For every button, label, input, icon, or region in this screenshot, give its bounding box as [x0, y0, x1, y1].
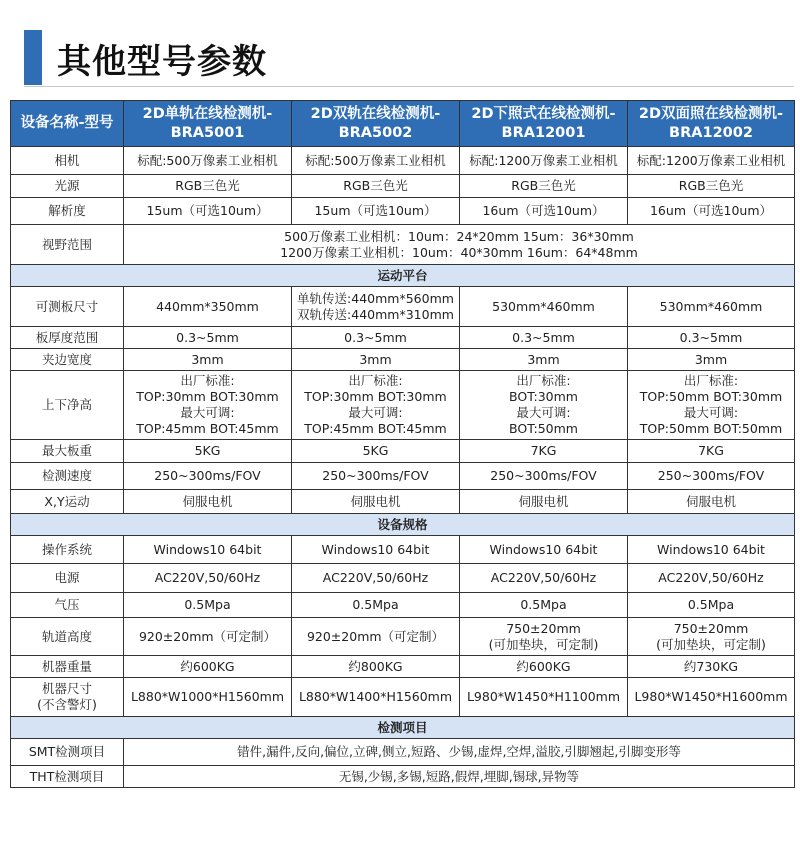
cell: 0.5Mpa: [292, 593, 460, 618]
cell: 标配:1200万像素工业相机: [628, 147, 795, 175]
table-row: [11, 656, 795, 678]
row-label: 机器尺寸 (不含警灯): [11, 678, 124, 717]
cell: 约730KG: [628, 656, 795, 678]
page-title: 其他型号参数: [57, 42, 267, 82]
section-row: [11, 514, 795, 536]
table-row: [11, 147, 795, 175]
row-label: 可测板尺寸: [11, 287, 124, 327]
table-row: [11, 678, 795, 717]
table-row: [11, 198, 795, 225]
fov-value: 500万像素工业相机：10um：24*20mm 15um：36*30mm 1200万像素工业相机：10um：40*30mm 16um：64*48mm: [124, 225, 795, 265]
row-label: 相机: [11, 147, 124, 175]
cell: 3mm: [292, 349, 460, 371]
cell: 出厂标准: TOP:30mm BOT:30mm 最大可调: TOP:45mm BOT:45mm: [124, 371, 292, 440]
cell: 530mm*460mm: [460, 287, 628, 327]
cell: Windows10 64bit: [292, 536, 460, 564]
row-label: 操作系统: [11, 536, 124, 564]
cell: 250~300ms/FOV: [124, 463, 292, 490]
table-row: [11, 327, 795, 349]
cell: 16um（可选10um）: [628, 198, 795, 225]
cell: 3mm: [628, 349, 795, 371]
table-row: [11, 618, 795, 656]
table-row: [11, 371, 795, 440]
table-row: [11, 593, 795, 618]
cell: AC220V,50/60Hz: [460, 564, 628, 593]
row-label: 解析度: [11, 198, 124, 225]
row-label: THT检测项目: [11, 766, 124, 788]
table-row: [11, 225, 795, 265]
table-row: [11, 536, 795, 564]
header-model: 2D双轨在线检测机- BRA5002: [292, 101, 460, 147]
cell: 伺服电机: [460, 490, 628, 514]
table-row: [11, 287, 795, 327]
cell: 750±20mm (可加垫块，可定制): [460, 618, 628, 656]
row-label: SMT检测项目: [11, 739, 124, 766]
cell: 920±20mm（可定制）: [292, 618, 460, 656]
cell: 250~300ms/FOV: [292, 463, 460, 490]
cell: 3mm: [460, 349, 628, 371]
section-row: [11, 717, 795, 739]
cell: 15um（可选10um）: [124, 198, 292, 225]
cell: 0.5Mpa: [628, 593, 795, 618]
row-label: 机器重量: [11, 656, 124, 678]
cell: RGB三色光: [628, 175, 795, 198]
table-row: [11, 175, 795, 198]
title-divider: [24, 86, 794, 87]
cell: 出厂标准: BOT:30mm 最大可调: BOT:50mm: [460, 371, 628, 440]
cell: 约600KG: [460, 656, 628, 678]
row-label: 上下净高: [11, 371, 124, 440]
cell: 伺服电机: [124, 490, 292, 514]
cell: AC220V,50/60Hz: [292, 564, 460, 593]
cell: 0.3~5mm: [628, 327, 795, 349]
cell: 0.5Mpa: [124, 593, 292, 618]
cell: RGB三色光: [292, 175, 460, 198]
cell: L980*W1450*H1600mm: [628, 678, 795, 717]
header-model: 2D双面照在线检测机- BRA12002: [628, 101, 795, 147]
table-row: [11, 766, 795, 788]
cell: 0.5Mpa: [460, 593, 628, 618]
cell: 0.3~5mm: [124, 327, 292, 349]
cell: 出厂标准: TOP:50mm BOT:30mm 最大可调: TOP:50mm BOT:50mm: [628, 371, 795, 440]
cell: 无锡,少锡,多锡,短路,假焊,埋脚,锡球,异物等: [124, 766, 795, 788]
row-label: 轨道高度: [11, 618, 124, 656]
cell: 约800KG: [292, 656, 460, 678]
cell: AC220V,50/60Hz: [124, 564, 292, 593]
cell: 750±20mm (可加垫块，可定制): [628, 618, 795, 656]
row-label: 最大板重: [11, 440, 124, 463]
cell: 伺服电机: [292, 490, 460, 514]
cell: 250~300ms/FOV: [628, 463, 795, 490]
cell: 错件,漏件,反向,偏位,立碑,侧立,短路、少锡,虚焊,空焊,溢胶,引脚翘起,引脚变形等: [124, 739, 795, 766]
cell: L980*W1450*H1100mm: [460, 678, 628, 717]
row-label: 检测速度: [11, 463, 124, 490]
row-label: X,Y运动: [11, 490, 124, 514]
cell: 16um（可选10um）: [460, 198, 628, 225]
section-title-spec: 设备规格: [11, 514, 795, 536]
cell: 0.3~5mm: [292, 327, 460, 349]
section-row: [11, 265, 795, 287]
cell: 标配:1200万像素工业相机: [460, 147, 628, 175]
spec-table: [10, 100, 795, 788]
cell: 7KG: [460, 440, 628, 463]
row-label: 电源: [11, 564, 124, 593]
section-title-motion: 运动平台: [11, 265, 795, 287]
cell: Windows10 64bit: [628, 536, 795, 564]
cell: 标配:500万像素工业相机: [124, 147, 292, 175]
cell: L880*W1000*H1560mm: [124, 678, 292, 717]
row-label: 气压: [11, 593, 124, 618]
cell: 7KG: [628, 440, 795, 463]
table-row: [11, 564, 795, 593]
header-row: [11, 101, 795, 147]
cell: 3mm: [124, 349, 292, 371]
cell: 530mm*460mm: [628, 287, 795, 327]
table-row: [11, 463, 795, 490]
row-label: 夹边宽度: [11, 349, 124, 371]
header-model: 2D下照式在线检测机- BRA12001: [460, 101, 628, 147]
cell: 标配:500万像素工业相机: [292, 147, 460, 175]
header-model: 2D单轨在线检测机- BRA5001: [124, 101, 292, 147]
cell: RGB三色光: [124, 175, 292, 198]
cell: L880*W1400*H1560mm: [292, 678, 460, 717]
cell: 单轨传送:440mm*560mm 双轨传送:440mm*310mm: [292, 287, 460, 327]
table-row: [11, 490, 795, 514]
cell: AC220V,50/60Hz: [628, 564, 795, 593]
section-title-items: 检测项目: [11, 717, 795, 739]
cell: 250~300ms/FOV: [460, 463, 628, 490]
table-row: [11, 440, 795, 463]
cell: 出厂标准: TOP:30mm BOT:30mm 最大可调: TOP:45mm BOT:45mm: [292, 371, 460, 440]
cell: 5KG: [124, 440, 292, 463]
cell: 伺服电机: [628, 490, 795, 514]
header-label: 设备名称-型号: [11, 101, 124, 147]
cell: 440mm*350mm: [124, 287, 292, 327]
table-row: [11, 349, 795, 371]
cell: 920±20mm（可定制）: [124, 618, 292, 656]
row-label: 视野范围: [11, 225, 124, 265]
cell: 0.3~5mm: [460, 327, 628, 349]
cell: 5KG: [292, 440, 460, 463]
row-label: 光源: [11, 175, 124, 198]
title-accent-bar: [24, 30, 42, 85]
cell: 约600KG: [124, 656, 292, 678]
cell: Windows10 64bit: [124, 536, 292, 564]
row-label: 板厚度范围: [11, 327, 124, 349]
table-row: [11, 739, 795, 766]
cell: RGB三色光: [460, 175, 628, 198]
cell: Windows10 64bit: [460, 536, 628, 564]
cell: 15um（可选10um）: [292, 198, 460, 225]
